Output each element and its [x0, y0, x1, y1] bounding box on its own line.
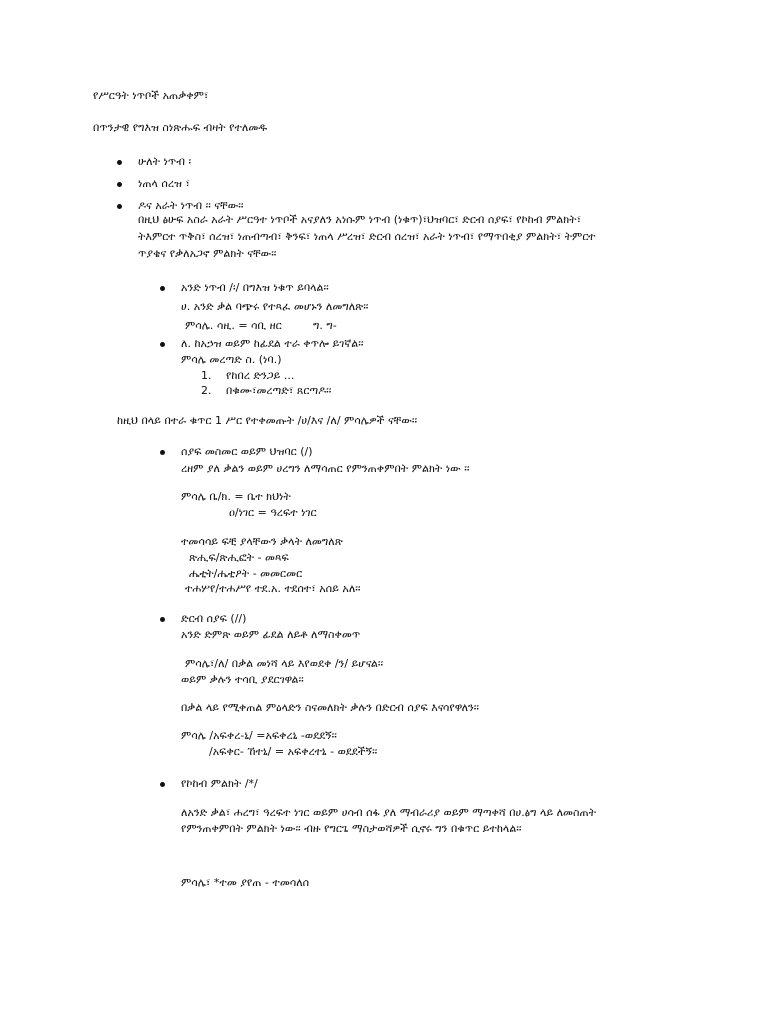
bullet-marker [160, 617, 165, 622]
intro-line: በዚህ ፅሁፍ አስራ አራት ሥርዓተ ነጥቦች አናያለን አነሱም ነጥብ (ነቁጥ)፣ህዝባር፣ ድርብ ሰያፍ፣ የኮከብ ምልክት፣ [138, 213, 582, 226]
intro-line: ትእምርተ ጥቅስ፣ ሰረዝ፣ ነጠብጣብ፣ ቅንፍ፣ ነጠላ ሥረዝ፣ ድርብ ሰረዝ፣ አራት ነጥብ፣ የማጥበቂያ ምልክት፣ ትምርተ [138, 230, 596, 243]
bullet-marker [117, 160, 122, 165]
list-item: ነጠላ ሰረዝ ፣ [138, 177, 190, 190]
section-line: ሔቲት/ሔቲዖት - መመርመር [189, 567, 303, 580]
section-heading: ድርብ ሰያፍ (//) [181, 612, 247, 625]
intro-line: ጥያቄና የቃለአጋኖ ምልክት ናቸው፡፡ [138, 247, 277, 260]
section-line: ምሳሌ ቤ/ክ. = ቤተ ክህነት [181, 490, 291, 503]
bullet-marker [160, 342, 165, 347]
document-subtitle: በጥንታዊ የግእዝ ስነጽሑፍ ብዛት የተለመዱ [93, 121, 268, 134]
section-line: ሀ. አንድ ቃል ባጭሩ የተጻፈ መሆኑን ለመግለጽ፡፡ [181, 300, 369, 313]
bullet-marker [160, 782, 165, 787]
section-line: የምንጠቀምበት ምልክት ነው፡፡ ብዙ የግርጌ ማስታወሻዎች ሲኖሩ ግን በቁጥር ይተከላል፡፡ [181, 822, 522, 835]
section-heading: የኮከብ ምልክት /*/ [181, 777, 258, 790]
section-line: ጽሒፍ/ጽሒፎት - መጻፍ [189, 551, 289, 564]
document-title: የሥርዓት ነጥቦች አጠቃቀም፣ [93, 89, 209, 102]
section-heading: አንድ ነጥብ /፡/ በግእዝ ነቁጥ ይባላል፡፡ [181, 281, 329, 294]
section-heading: ሰያፍ መስመር ወይም ህዝባር (/) [181, 445, 313, 458]
bridge-line: ከዚህ በላይ በተራ ቁጥር 1 ሥር የተቀመጡት /ሀ/እና /ለ/ ምሳሌዎች ናቸው፡፡ [117, 414, 418, 427]
section-line: /አፍቀር- ኸተኒ/ = አፍቀረተኒ - ወደደችኝ፡፡ [209, 745, 378, 758]
section-line: ምሳሌ /አፍቀረ-ኒ/ =አፍቀረኒ -ወደደኝ፡፡ [181, 729, 337, 742]
bullet-marker [117, 204, 122, 209]
section-line: ረዘም ያለ ቃልን ወይም ሀረግን ለማሳጠር የምንጠቀምበት ምልክት ነው ፡፡ [181, 462, 470, 475]
section-line: ለአንድ ቃል፣ ሐረግ፣ ዓረፍተ ነገር ወይም ሀሳብ ሰፋ ያለ ማብራሪያ ወይም ማጣቀሻ በሀ.ፅግ ላይ ለመስጠት [181, 806, 597, 819]
bullet-marker [117, 182, 122, 187]
list-item: ዶና አራት ነጥብ ፡፡ ናቸው፡፡ [138, 199, 244, 212]
list-number: 2. [201, 384, 212, 397]
bullet-marker [160, 286, 165, 291]
numbered-item: የከበረ ድንጋይ ... [226, 369, 295, 382]
section-line: ተሐሦየ/ተሐሥየ ተደ.አ. ተደሰተ፣ አሰይ አለ፡፡ [185, 582, 361, 595]
section-line: ምሳሌ. ሳዚ. = ሳቢ ዘር [185, 319, 282, 332]
section-line: ግ. ግ- [313, 319, 337, 332]
section-heading: ለ. ከአኃዝ ወይም ከፊደል ተራ ቀጥሎ ይገኛል፡፡ [181, 337, 364, 350]
section-line: ዐ/ነገር = ዓረፍተ ነገር [229, 506, 317, 519]
list-item: ሁለት ነጥብ ፡ [138, 155, 192, 168]
list-number: 1. [201, 369, 212, 382]
numbered-item: በቁሙ፣መረጣድ፣ ጸርጣዶ፡፡ [226, 384, 332, 397]
section-line: በቃል ላይ የሚቀጠል ምዕላድን ስናመለክት ቃሉን በድርብ ሰያፍ እናሳየዋለን፡፡ [181, 701, 479, 714]
section-line: ምሳሌ መረጣድ ስ. (ነባ.) [181, 353, 282, 366]
section-line: ተመሳሳይ ፍቺ ያላቸውን ቃላት ለመግለጽ [181, 535, 343, 548]
section-line: አንድ ድምጽ ወይም ፊደል ለይቶ ለማስቀመጥ [181, 628, 361, 641]
section-line: ወይም ቃሉን ተሳቢ ያደርገዋል፡፡ [181, 673, 304, 686]
section-line: ምሳሌ፣ *ተመ ያየጠ - ተመሳለሰ [181, 876, 310, 889]
section-line: ምሳሌ፣/ለ/ በቃል መነሻ ላይ እየወደቀ /ን/ ይሆናል፡፡ [185, 657, 384, 670]
bullet-marker [160, 450, 165, 455]
